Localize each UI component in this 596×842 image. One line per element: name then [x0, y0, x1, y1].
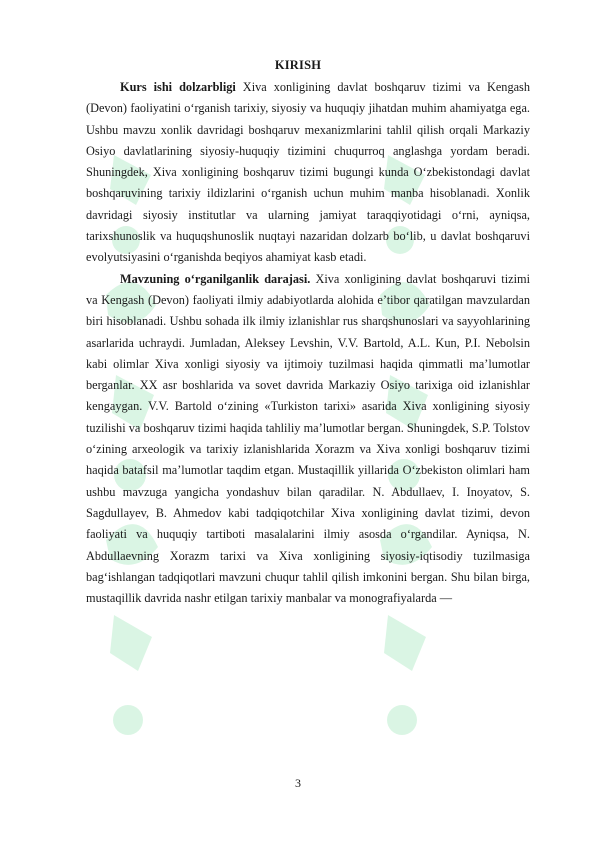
page-number: 3 — [295, 776, 301, 790]
paragraph-body: Xiva xonligining davlat boshqaruv tizimi va Kengash (Devon) faoliyatini o‘rganish tarixiy, siyosiy va huquqiy jihatdan muhim ahamiyatga ega. Ushbu mavzu xonlik davridagi boshqaruv mexanizmlarini tahlil qilish orqali Markaziy Osiyo davlatlarining siyosiy-huquqiy tizimini chuqurroq anglashga yordam beradi. Shuningdek, Xiva xonligining boshqaruv tizimi bugungi kunda O‘zbekistondagi davlat boshqaruvining tarixiy ildizlarini o‘rganish uchun muhim manba hisoblanadi. Xonlik davridagi siyosiy institutlar va ularning jamiyat taraqqiyotidagi o‘rni, ayniqsa, tarixshunoslik va huquqshunoslik nuqtayi nazaridan dolzarb bo‘lib, u davlat boshqaruvi evolyutsiyasini o‘rganishda beqiyos ahamiyat kasb etadi. — [86, 80, 530, 265]
paragraph-heading: Mavzuning o‘rganilganlik darajasi. — [120, 271, 311, 286]
paragraph-relevance — [86, 77, 530, 269]
body-text — [86, 77, 530, 609]
paragraph-study-level — [86, 269, 530, 610]
paragraph-body: Xiva xonligining davlat boshqaruvi tizimi va Kengash (Devon) faoliyati ilmiy adabiyotlarda alohida e’tibor qaratilgan mavzulardan biri hisoblanadi. Ushbu sohada ilk ilmiy izlanishlar rus sharqshunoslari va sayyohlarining asarlarida uchraydi. Jumladan, Aleksey Levshin, V.V. Bartold, A.L. Kun, P.I. Nebolsin kabi olimlar Xiva xonligi siyosiy va ijtimoiy tuzilmasi haqida qimmatli ma’lumotlar berganlar. XX asr boshlarida va sovet davrida Markaziy Osiyo tarixiga oid izlanishlar kengaygan. V.V. Bartold o‘zining «Turkiston tarixi» asarida Xiva xonligining siyosiy tuzilishi va boshqaruv tizimi haqida tahliliy ma’lumotlar bergan. Shuningdek, S.P. Tolstov o‘zining arxeologik va tarixiy izlanishlarida Xorazm va Xiva xonligi boshqaruv tizimi haqida batafsil ma’lumotlar taqdim etgan. Mustaqillik yillarida O‘zbekiston olimlari ham ushbu mavzuga yangicha yondashuv bilan qaradilar. N. Abdullaev, I. Inoyatov, S. Sagdullayev, B. Ahmedov kabi tadqiqotchilar Xiva xonligining davlat tizimi, devon faoliyati va huquqiy tartiboti masalalarini ilmiy asosda o‘rgandilar. Ayniqsa, N. Abdullaevning Xorazm tarixi va Xiva xonligining siyosiy-iqtisodiy tuzilmasiga bag‘ishlangan tadqiqotlari mavzuni chuqur tahlil qilish imkonini bergan. Shu bilan birga, mustaqillik davrida nashr etilgan tarixiy manbalar va monografiyalarda — — [86, 271, 530, 606]
page-title: KIRISH — [274, 58, 322, 72]
paragraph-heading: Kurs ishi dolzarbligi — [120, 80, 236, 94]
